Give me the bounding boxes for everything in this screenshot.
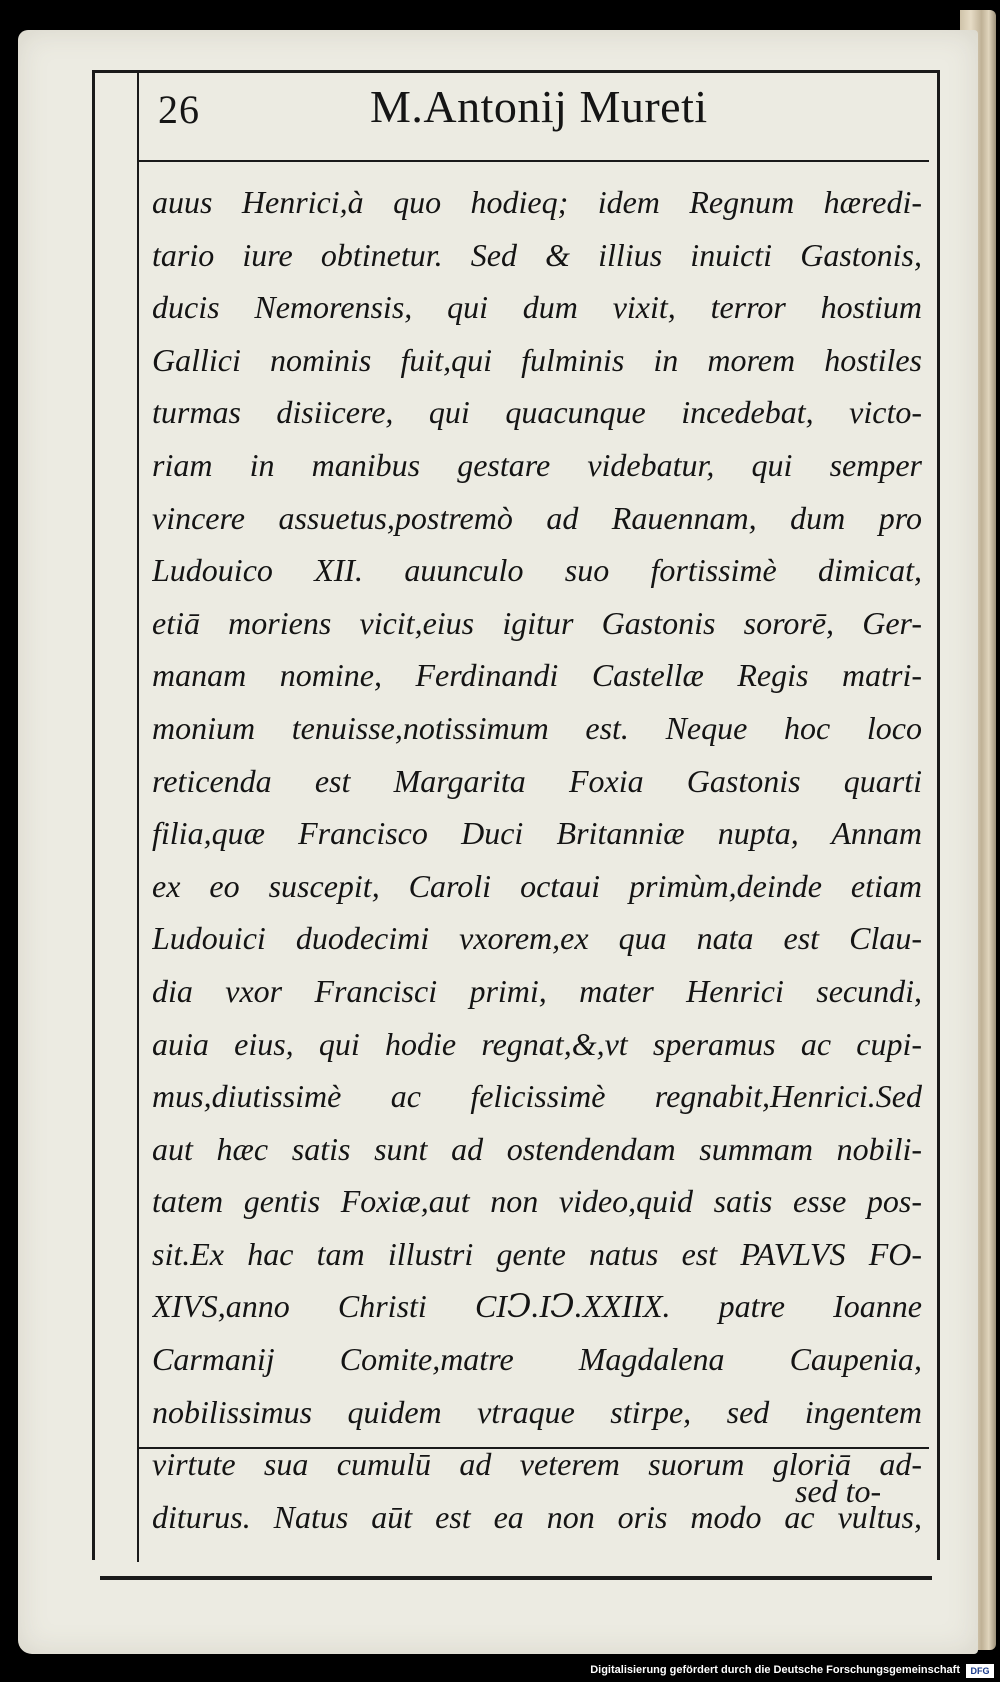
text-line: virtute sua cumulū ad veterem suorum gloriā ad-	[152, 1446, 922, 1483]
catchword: sed to-	[795, 1473, 882, 1509]
dfg-logo: DFG	[966, 1664, 994, 1678]
frame-top-rule	[92, 70, 940, 73]
text-line: etiā moriens vicit,eius igitur Gastonis sororē, Ger-	[152, 604, 922, 641]
text-line: ducis Nemorensis, qui dum vixit, terror hostium	[152, 289, 922, 326]
header-rule	[137, 160, 929, 162]
text-line: sit.Ex hac tam illustri gente natus est PAVLVS FO-	[152, 1235, 922, 1272]
text-line: filia,quæ Francisco Duci Britanniæ nupta, Annam	[152, 815, 922, 852]
text-line: dia vxor Francisci primi, mater Henrici secundi,	[152, 972, 922, 1009]
text-line: XIVS,anno Christi CIↃ.IↃ.XXIIX. patre Ioanne	[152, 1288, 922, 1325]
page-number: 26	[158, 87, 200, 132]
text-line: auus Henrici,à quo hodieq; idem Regnum hæredi-	[152, 184, 922, 220]
text-line: reticenda est Margarita Foxia Gastonis quarti	[152, 762, 922, 799]
text-line: aut hæc satis sunt ad ostendendam summam nobili-	[152, 1130, 922, 1167]
text-line: nobilissimus quidem vtraque stirpe, sed ingentem	[152, 1393, 922, 1430]
text-line: diturus. Natus aūt est ea non oris modo ac vultus,	[152, 1498, 922, 1535]
text-line: Ludouico XII. auunculo suo fortissimè dimicat,	[152, 552, 922, 589]
frame-bottom-rule	[100, 1576, 932, 1580]
text-line: Ludouici duodecimi vxorem,ex qua nata est Clau-	[152, 920, 922, 957]
text-line: mus,diutissimè ac felicissimè regnabit,Henrici.Sed	[152, 1078, 922, 1115]
text-line: turmas disiicere, qui quacunque incedebat, victo-	[152, 394, 922, 431]
text-line: riam in manibus gestare videbatur, qui semper	[152, 446, 922, 483]
body-text	[152, 176, 922, 1543]
running-head: M.Antonij Mureti	[370, 81, 708, 132]
frame-inner-left-rule	[137, 72, 139, 1562]
text-line: monium tenuisse,notissimum est. Neque hoc loco	[152, 709, 922, 746]
text-line: Gallici nominis fuit,qui fulminis in morem hostiles	[152, 341, 922, 378]
text-line: auia eius, qui hodie regnat,&,vt speramus ac cupi-	[152, 1025, 922, 1062]
text-line: ex eo suscepit, Caroli octaui primùm,deinde etiam	[152, 867, 922, 904]
text-line: tario iure obtinetur. Sed & illius inuicti Gastonis,	[152, 236, 922, 273]
text-line: Carmanij Comite,matre Magdalena Caupenia,	[152, 1341, 922, 1378]
text-line: vincere assuetus,postremò ad Rauennam, dum pro	[152, 499, 922, 536]
text-line: manam nomine, Ferdinandi Castellæ Regis matri-	[152, 657, 922, 694]
text-line: tatem gentis Foxiæ,aut non video,quid satis esse pos-	[152, 1183, 922, 1220]
footer-credit: Digitalisierung gefördert durch die Deutsche Forschungsgemeinschaft	[590, 1664, 960, 1676]
